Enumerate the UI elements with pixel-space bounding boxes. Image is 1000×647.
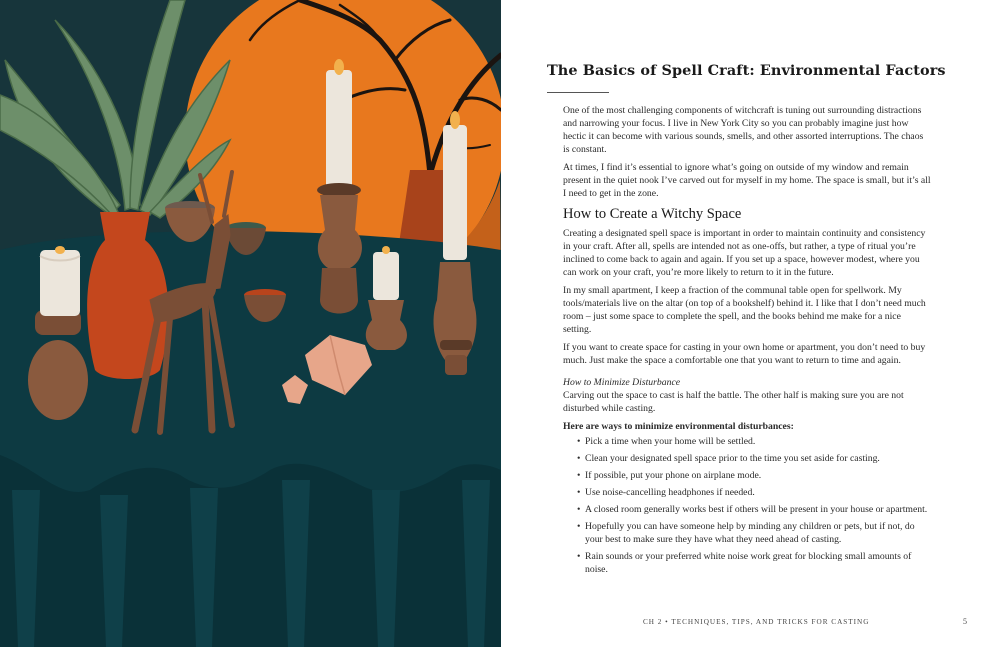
list-item: • Hopefully you can have someone help by minding any children or pets, but if not, do your best to make sure they have what they need ahead of casting. <box>575 520 931 546</box>
section-paragraph: If you want to create space for casting in your own home or apartment, you don’t need to buy much. Just make the space a comfortable one that you want to return to time and again. <box>563 342 926 366</box>
section-paragraph: Creating a designated spell space is important in order to maintain continuity and consistency in your craft. After all, spells are intended not as one-offs, but rather, a type of ritual you’re inclined to come back to again and again. If you set up a space, however modest, where you can work on your craft, you’re more likely to return to it in the future. <box>563 228 926 278</box>
body-text <box>563 104 931 580</box>
list-item: • Pick a time when your home will be settled. <box>575 435 931 448</box>
list-item: • If possible, put your phone on airplane mode. <box>575 469 931 482</box>
title-rule <box>547 92 609 93</box>
list-item: • Clean your designated spell space prior to the time you set aside for casting. <box>575 452 931 465</box>
intro-paragraph: At times, I find it’s essential to ignore what’s going on outside of my window and remain present in the quiet nook I’ve carved out for myself in my home. The space is small, but it’s all I need to get in the zone. <box>563 162 931 199</box>
section-paragraph: In my small apartment, I keep a fraction of the communal table open for spellwork. My tools/materials live on the altar (on top of a bookshelf) behind it. I like that I don’t need much room – just some space to complete the spell, and the books behind me make for a nice setting. <box>563 285 926 335</box>
list-lead: Here are ways to minimize environmental disturbances: <box>563 421 794 432</box>
sub-paragraph: Carving out the space to cast is half the battle. The other half is making sure you are not disturbed while casting. <box>563 390 904 414</box>
section-heading: How to Create a Witchy Space <box>563 206 742 222</box>
page-title: The Basics of Spell Craft: Environmental Factors <box>547 62 946 79</box>
running-footer: CH 2 • TECHNIQUES, TIPS, AND TRICKS FOR CASTING <box>643 618 870 626</box>
list-item: • A closed room generally works best if others will be present in your house or apartment. <box>575 503 931 516</box>
list-item: • Rain sounds or your preferred white noise work great for blocking small amounts of noise. <box>575 550 931 576</box>
tips-list <box>563 435 931 576</box>
subheading: How to Minimize Disturbance <box>563 377 681 388</box>
list-item: • Use noise-cancelling headphones if needed. <box>575 486 931 499</box>
intro-paragraph: One of the most challenging components of witchcraft is tuning out surrounding distractions and narrowing your focus. I live in New York City so you can probably imagine just how hectic it can become with various sounds, smells, and other assorted interruptions. The chaos is constant. <box>563 105 924 155</box>
text-page <box>501 0 1000 647</box>
page-number: 5 <box>963 617 967 626</box>
